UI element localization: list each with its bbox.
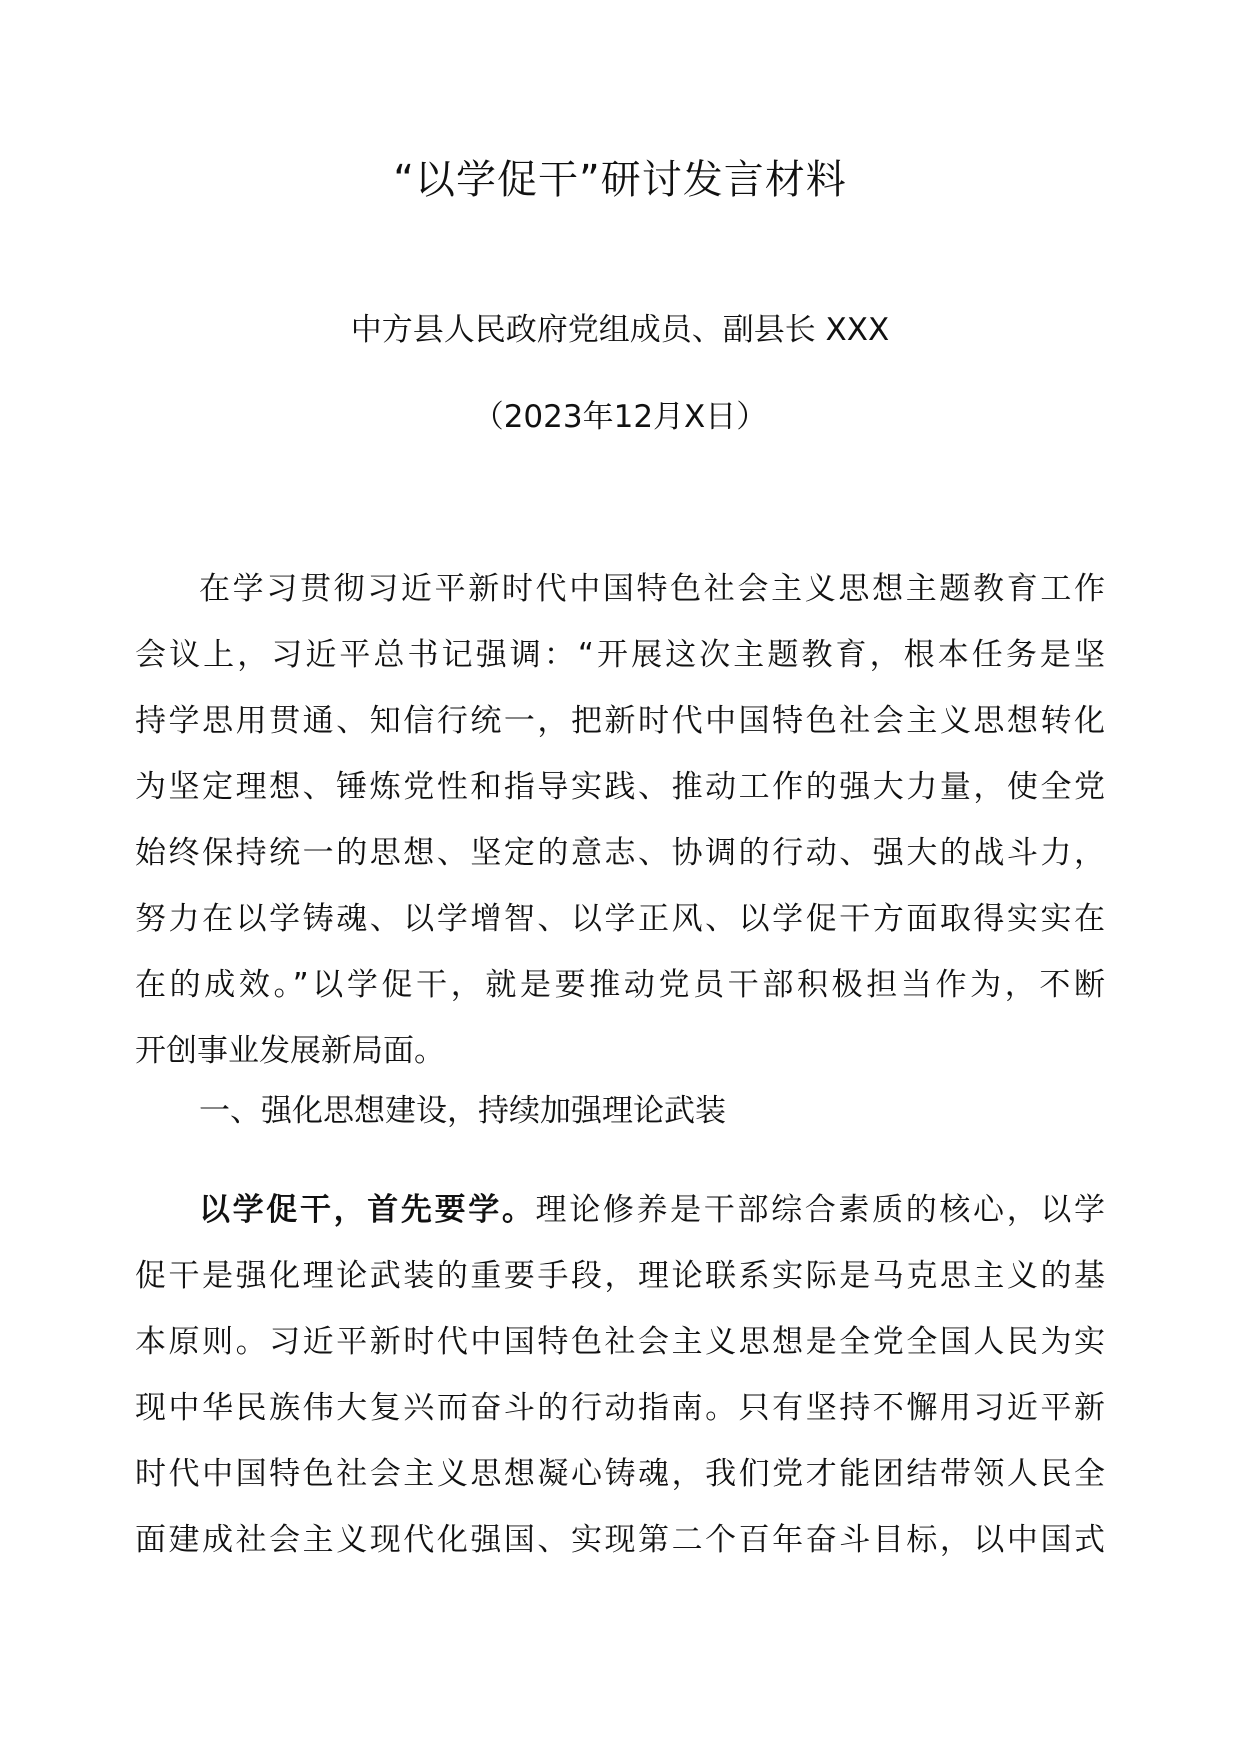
paragraph-first-line: [135, 1177, 1105, 1243]
paragraph-line: 面建成社会主义现代化强国、实现第二个百年奋斗目标，以中国式: [135, 1522, 1105, 1558]
section-heading: 一、强化思想建设，持续加强理论武装: [199, 1093, 726, 1129]
paragraph-line: 始终保持统一的思想、坚定的意志、协调的行动、强大的战斗力，: [135, 835, 1105, 871]
paragraph-line: 会议上，习近平总书记强调：“开展这次主题教育，根本任务是坚: [135, 637, 1105, 673]
date-line: （2023年12月X日）: [472, 399, 768, 435]
paragraph-line: 开创事业发展新局面。: [135, 1033, 445, 1069]
paragraph-theory: [135, 1177, 1105, 1573]
paragraph-line: 为坚定理想、锤炼党性和指导实践、推动工作的强大力量，使全党: [135, 769, 1105, 805]
paragraph-line: 本原则。习近平新时代中国特色社会主义思想是全党全国人民为实: [135, 1324, 1105, 1360]
paragraph-intro: [135, 556, 1105, 1084]
paragraph-line: 在学习贯彻习近平新时代中国特色社会主义思想主题教育工作: [199, 571, 1105, 607]
paragraph-lead: 以学促干，首先要学。: [199, 1192, 536, 1228]
paragraph-line: 在的成效。”以学促干，就是要推动党员干部积极担当作为，不断: [135, 967, 1105, 1003]
author-line: 中方县人民政府党组成员、副县长 XXX: [350, 312, 890, 348]
document-title: “以学促干”研讨发言材料: [393, 157, 847, 203]
paragraph-line: 时代中国特色社会主义思想凝心铸魂，我们党才能团结带领人民全: [135, 1456, 1105, 1492]
paragraph-line: 持学思用贯通、知信行统一，把新时代中国特色社会主义思想转化: [135, 703, 1105, 739]
paragraph-line: 现中华民族伟大复兴而奋斗的行动指南。只有坚持不懈用习近平新: [135, 1390, 1105, 1426]
paragraph-line: 促干是强化理论武装的重要手段，理论联系实际是马克思主义的基: [135, 1258, 1105, 1294]
paragraph-first-line-text: 理论修养是干部综合素质的核心，以学: [535, 1192, 1106, 1228]
paragraph-line: 努力在以学铸魂、以学增智、以学正风、以学促干方面取得实实在: [135, 901, 1105, 937]
